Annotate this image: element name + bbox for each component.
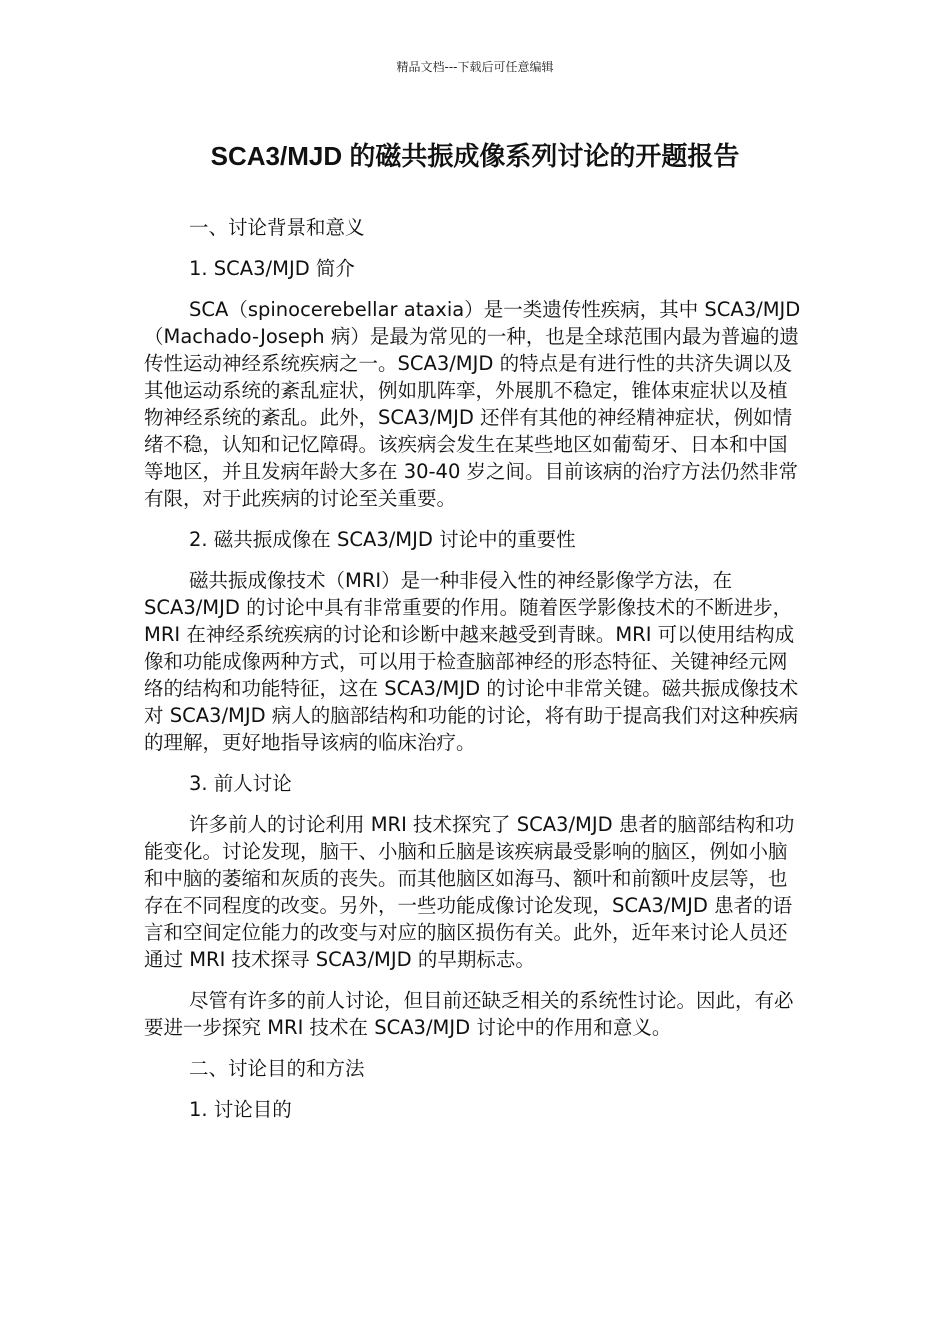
header-note: 精品文档---下载后可任意编辑 bbox=[396, 60, 554, 74]
section-heading-background: 一、讨论背景和意义 bbox=[189, 216, 365, 239]
paragraph-intro: SCA（spinocerebellar ataxia）是一类遗传性疾病，其中 SCA3/MJD（Machado-Joseph 病）是最为常见的一种，也是全球范围内最为普遍的遗传性运动神经系统疾病之一。SCA3/MJD 的特点是有进行性的共济失调以及其他运动系统的紊乱症状，例如肌阵挛，外展肌不稳定，锥体束症状以及植物神经系统的紊乱。此外，SCA3/MJD 还伴有其他的神经精神症状，例如情绪不稳，认知和记忆障碍。该疾病会发生在某些地区如葡萄牙、日本和中国等地区，并且发病年龄大多在 30-40 岁之间。目前该病的治疗方法仍然非常有限，对于此疾病的讨论至关重要。 bbox=[144, 298, 801, 510]
subsection-heading-intro: 1. SCA3/MJD 简介 bbox=[189, 257, 355, 280]
subsection-heading-prior-work: 3. 前人讨论 bbox=[189, 772, 292, 795]
paragraph-prior-work-1: 许多前人的讨论利用 MRI 技术探究了 SCA3/MJD 患者的脑部结构和功能变化。讨论发现，脑干、小脑和丘脑是该疾病最受影响的脑区，例如小脑和中脑的萎缩和灰质的丧失。而其他脑区如海马、额叶和前额叶皮层等，也存在不同程度的改变。另外，一些功能成像讨论发现，SCA3/MJD 患者的语言和空间定位能力的改变与对应的脑区损伤有关。此外，近年来讨论人员还通过 MRI 技术探寻 SCA3/MJD 的早期标志。 bbox=[144, 813, 795, 971]
document-title: SCA3/MJD 的磁共振成像系列讨论的开题报告 bbox=[210, 141, 740, 171]
section-heading-goals-methods: 二、讨论目的和方法 bbox=[189, 1057, 365, 1080]
subsection-heading-mri-importance: 2. 磁共振成像在 SCA3/MJD 讨论中的重要性 bbox=[189, 528, 576, 551]
document-body bbox=[144, 214, 806, 1137]
subsection-heading-goals: 1. 讨论目的 bbox=[189, 1098, 292, 1121]
paragraph-mri-importance: 磁共振成像技术（MRI）是一种非侵入性的神经影像学方法，在 SCA3/MJD 的讨论中具有非常重要的作用。随着医学影像技术的不断进步，MRI 在神经系统疾病的讨论和诊断中越来越受到青睐。MRI 可以使用结构成像和功能成像两种方式，可以用于检查脑部神经的形态特征、关键神经元网络的结构和功能特征，这在 SCA3/MJD 的讨论中非常关键。磁共振成像技术对 SCA3/MJD 病人的脑部结构和功能的讨论，将有助于提高我们对这种疾病的理解，更好地指导该病的临床治疗。 bbox=[144, 569, 799, 754]
paragraph-prior-work-2: 尽管有许多的前人讨论，但目前还缺乏相关的系统性讨论。因此，有必要进一步探究 MRI 技术在 SCA3/MJD 讨论中的作用和意义。 bbox=[144, 989, 794, 1039]
